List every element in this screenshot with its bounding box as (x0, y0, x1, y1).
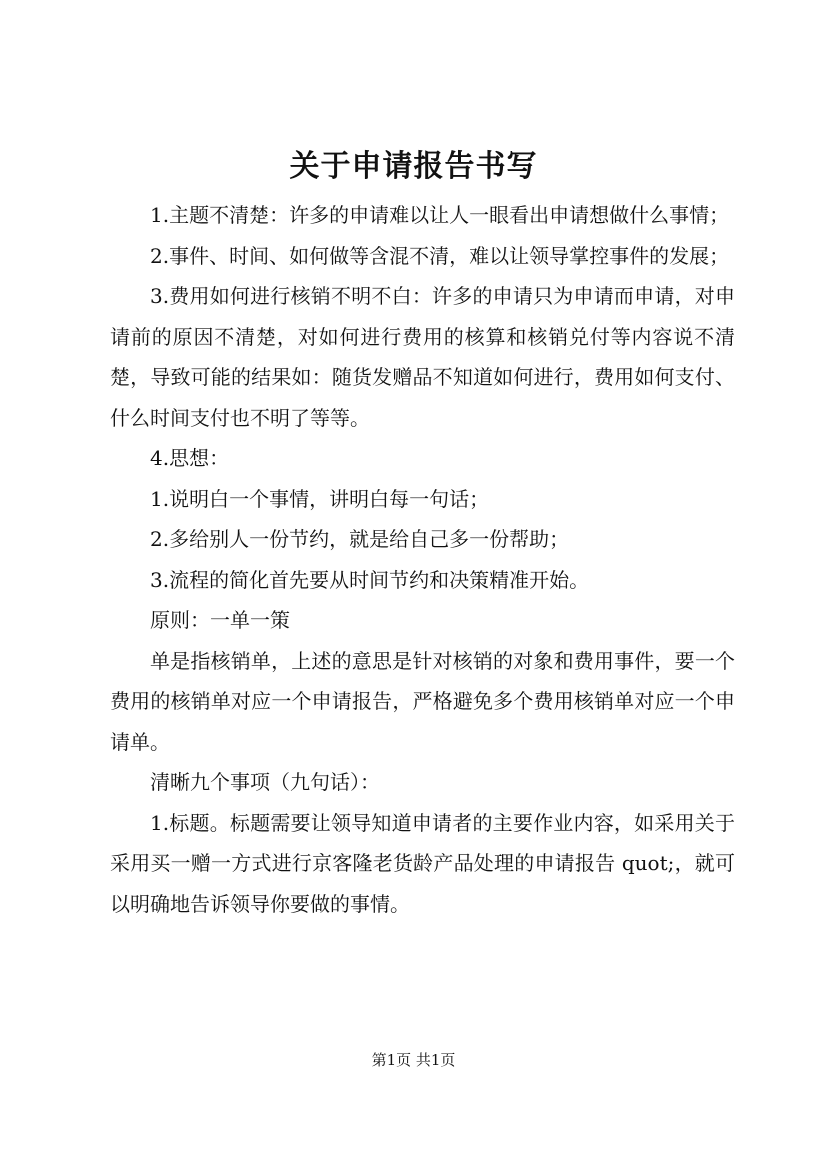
paragraph-6: 2.多给别人一份节约，就是给自己多一份帮助； (150, 527, 570, 551)
paragraph-3: 3.费用如何进行核销不明不白：许多的申请只为申请而申请，对申请前的原因不清楚，对如何进行费用的核算和核销兑付等内容说不清楚，导致可能的结果如：随货发赠品不知道如何进行，费用如何支付、什么时间支付也不明了等等。 (110, 284, 735, 430)
paragraph-4: 4.思想： (150, 446, 230, 470)
paragraph-11: 1.标题。标题需要让领导知道申请者的主要作业内容，如采用关于采用买一赠一方式进行京客隆老货龄产品处理的申请报告 quot;，就可以明确地告诉领导你要做的事情。 (110, 810, 735, 916)
paragraph-5: 1.说明白一个事情，讲明白每一句话； (150, 486, 490, 511)
page-number-footer: 第1页 共1页 (371, 1051, 456, 1069)
paragraph-8: 原则：一单一策 (150, 608, 290, 632)
paragraph-2: 2.事件、时间、如何做等含混不清，难以让领导掌控事件的发展； (150, 243, 730, 268)
document-title: 关于申请报告书写 (289, 149, 538, 184)
paragraph-1: 1.主题不清楚：许多的申请难以让人一眼看出申请想做什么事情； (150, 203, 730, 227)
paragraph-9: 单是指核销单，上述的意思是针对核销的对象和费用事件，要一个费用的核销单对应一个申请报告，严格避免多个费用核销单对应一个申请单。 (110, 648, 735, 754)
paragraph-10: 清晰九个事项（九句话）： (150, 770, 380, 794)
paragraph-7: 3.流程的简化首先要从时间节约和决策精准开始。 (150, 567, 590, 592)
document-body (110, 195, 735, 924)
